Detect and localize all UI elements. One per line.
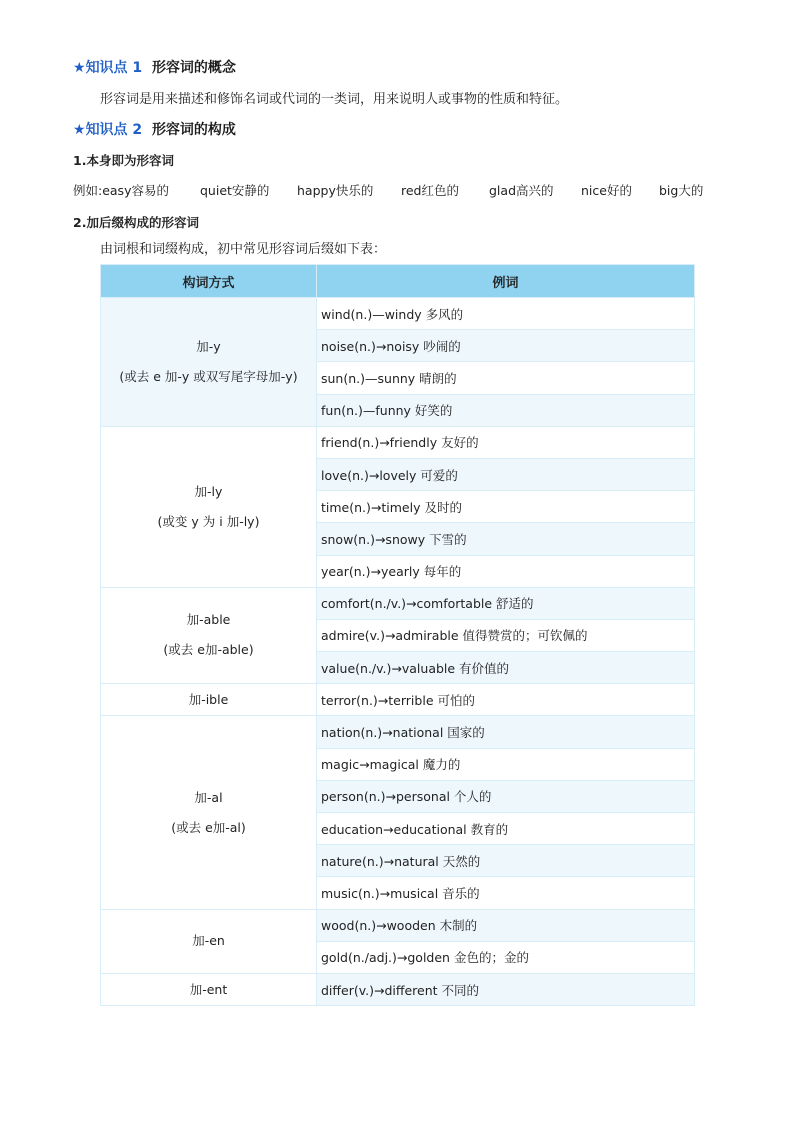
example-cell: sun(n.)—sunny 晴朗的 (317, 362, 695, 394)
subheading-2: 2.加后缀构成的形容词 (73, 215, 199, 230)
method-note: (或去 e加-able) (163, 642, 254, 658)
example-word: glad高兴的 (489, 183, 554, 198)
section-2-label: 知识点 2 (85, 122, 143, 138)
method-suffix: 加-ly (194, 483, 223, 499)
table-row (101, 684, 695, 716)
example-cell: comfort(n./v.)→comfortable 舒适的 (317, 587, 695, 619)
section-1-title: 形容词的概念 (151, 60, 236, 76)
method-cell (101, 716, 317, 909)
example-cell: love(n.)→lovely 可爱的 (317, 458, 695, 490)
example-cell: nature(n.)→natural 天然的 (317, 845, 695, 877)
example-cell: person(n.)→personal 个人的 (317, 780, 695, 812)
suffix-table (100, 264, 695, 1006)
section-1-heading (73, 57, 236, 77)
method-note: (或去 e加-al) (171, 819, 246, 835)
example-cell: admire(v.)→admirable 值得赞赏的；可钦佩的 (317, 619, 695, 651)
method-note: (或去 e 加-y 或双写尾字母加-y) (119, 368, 298, 384)
table-row (101, 909, 695, 941)
example-cell: fun(n.)—funny 好笑的 (317, 394, 695, 426)
table-row (101, 587, 695, 619)
star-icon: ★ (73, 122, 86, 138)
example-cell: snow(n.)→snowy 下雪的 (317, 523, 695, 555)
subheading-1: 1.本身即为形容词 (73, 153, 174, 168)
example-cell: music(n.)→musical 音乐的 (317, 877, 695, 909)
method-suffix: 加-al (194, 789, 223, 805)
example-word: 例如:easy容易的 (73, 183, 169, 198)
table-row (101, 716, 695, 748)
table-row (101, 426, 695, 458)
section-1-label: 知识点 1 (85, 60, 143, 76)
table-row (101, 973, 695, 1005)
example-word: big大的 (659, 183, 704, 198)
example-cell: education→educational 教育的 (317, 813, 695, 845)
example-cell: wood(n.)→wooden 木制的 (317, 909, 695, 941)
header-examples: 例词 (317, 265, 695, 298)
definition-text: 形容词是用来描述和修饰名词或代词的一类词，用来说明人或事物的性质和特征。 (100, 92, 569, 107)
example-cell: wind(n.)—windy 多风的 (317, 298, 695, 330)
example-word: quiet安静的 (200, 183, 270, 198)
method-suffix: 加-ent (189, 981, 228, 997)
table-header-row (101, 265, 695, 298)
table-intro: 由词根和词缀构成，初中常见形容词后缀如下表： (100, 242, 387, 257)
method-suffix: 加-ible (188, 691, 229, 707)
example-cell: differ(v.)→different 不同的 (317, 973, 695, 1005)
example-cell: gold(n./adj.)→golden 金色的；金的 (317, 941, 695, 973)
example-cell: noise(n.)→noisy 吵闹的 (317, 330, 695, 362)
method-suffix: 加-y (196, 338, 221, 354)
method-cell (101, 909, 317, 973)
example-cell: year(n.)→yearly 每年的 (317, 555, 695, 587)
example-cell: terror(n.)→terrible 可怕的 (317, 684, 695, 716)
example-word: red红色的 (401, 183, 459, 198)
header-method: 构词方式 (101, 265, 317, 298)
example-cell: time(n.)→timely 及时的 (317, 491, 695, 523)
star-icon: ★ (73, 60, 86, 76)
section-2-title: 形容词的构成 (151, 122, 236, 138)
example-word: nice好的 (581, 183, 632, 198)
example-cell: value(n./v.)→valuable 有价值的 (317, 652, 695, 684)
section-2-heading (73, 119, 236, 139)
method-cell (101, 587, 317, 684)
method-cell (101, 973, 317, 1005)
examples-line (73, 181, 713, 201)
method-cell (101, 684, 317, 716)
method-note: (或变 y 为 i 加-ly) (157, 513, 260, 529)
method-cell (101, 298, 317, 427)
method-suffix: 加-able (186, 612, 231, 628)
example-cell: nation(n.)→national 国家的 (317, 716, 695, 748)
method-suffix: 加-en (192, 933, 225, 949)
example-cell: friend(n.)→friendly 友好的 (317, 426, 695, 458)
table-row (101, 298, 695, 330)
example-word: happy快乐的 (297, 183, 374, 198)
example-cell: magic→magical 魔力的 (317, 748, 695, 780)
method-cell (101, 426, 317, 587)
